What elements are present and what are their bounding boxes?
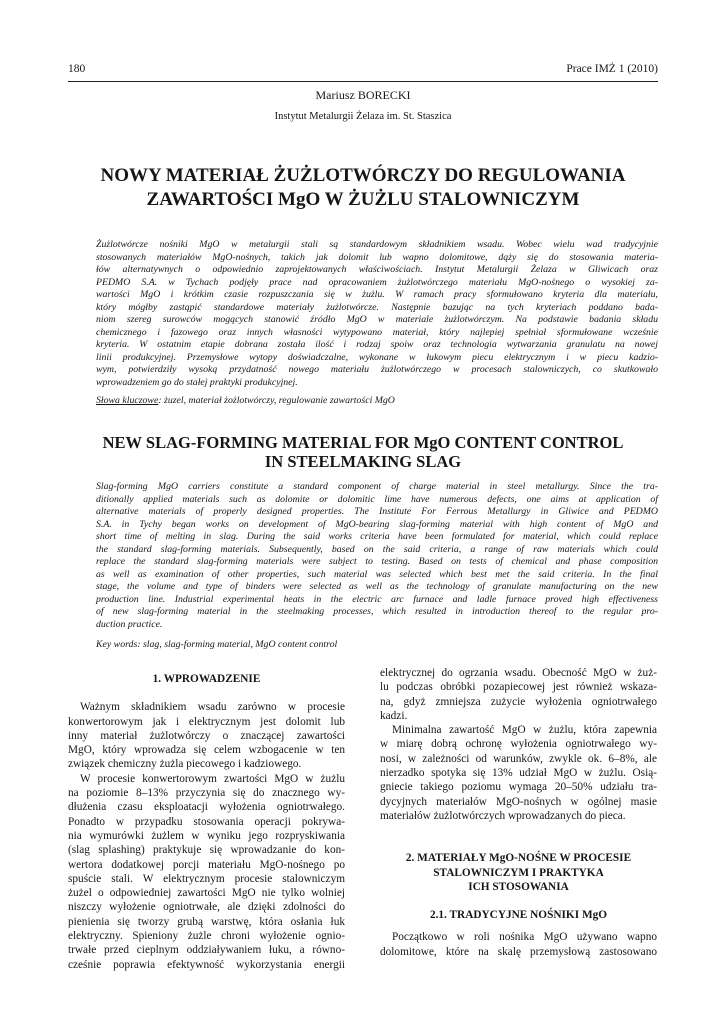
abstract-english-line: S.A. in Tychy began works on development of MgO-bearing slag-forming material with high content of MgO and [96,518,658,530]
body-line: dłużenia czasu eksploatacji wyłożenia ogniotrwałego. [68,801,345,814]
abstract-polish-line: PEDMO S.A. w Tychach podjęły prace nad opracowaniem żużlotwórczego materiału MgO-nośnego o wysokiej za- [96,276,658,288]
body-line: pienienia się tworzy grubą warstwę, która osłania łuk [68,915,345,928]
abstract-polish-line: niom szereg surowców mogących stanowić źródło MgO w materiale żużlotwórczym. Na podstawie badania składu [96,314,658,326]
paragraph-mgo-minimum [380,723,657,823]
keywords-polish-text: : żuzel, materiał żożlotwórczy, regulowanie zawartości MgO [158,395,395,406]
author-affiliation: Instytut Metalurgii Żelaza im. St. Staszica [274,111,452,122]
abstract-english [96,481,658,632]
section-2-heading [380,851,657,894]
body-line: dolomitowe, które na skalę przemysłową zastosowano [380,945,657,958]
body-line: na poziomie 8–13% przyczynia się do znacznego wy- [68,787,345,800]
abstract-english-line: production line. Industrial experimental heats in the electric arc furnace and ladle furnace proved high effectiveness [96,593,658,605]
body-line: trwałe przed cieplnym oddziaływaniem łuku, a równo- [68,944,345,957]
abstract-english-line: alternative materials of properly designed properties. The Institute For Ferrous Metallurgy in Gliwice and PEDMO [96,506,658,518]
body-line: nierzadko spotyka się 13% udział MgO w żużlu. Osią- [380,767,657,780]
body-line: lu podczas obróbki pozapiecowej jest również wskaza- [380,681,657,694]
body-line: gniecie takiego poziomu wymaga 20–50% udziału tra- [380,781,657,794]
abstract-english-line: replace the standard slag-forming materials were subject to testing. Based on tests of chemical and phase composition [96,556,658,568]
abstract-polish-line: linii produkcyjnej. Przemysłowe wytopy doświadczalne, wykonane w łukowym piecu elektrycznym i w piecu kadzio- [96,351,658,363]
author-name: Mariusz BORECKI [315,88,411,102]
abstract-polish-line: chemicznego i fazowego oraz innych własności wytypowano materiał, który najlepiej spełniał sformułowane wcześnie [96,326,658,338]
body-line: (slag splashing) praktykuje się wprowadzanie do kon- [68,844,345,857]
keywords-polish-label: Słowa kluczowe [96,395,159,406]
abstract-english-line: duction practice. [96,619,163,631]
abstract-polish-line: łów alternatywnych o odpowiednio zaprojektowanych właściwościach. Instytut Metalurgii Żelaza w Gliwicach oraz [96,264,658,276]
body-line: materiałów żużlotwórczych wprowadzanych do pieca. [380,809,626,822]
abstract-polish-line: wprowadzeniem go do stałej praktyki produkcyjnej. [96,377,298,389]
right-column [380,666,657,959]
title-polish-line: ZAWARTOŚCI MgO W ŻUŻLU STALOWNICZYM [146,189,580,210]
title-polish [68,164,658,212]
title-english-line: IN STEELMAKING SLAG [264,452,462,471]
abstract-english-line: short time of melting in slag. During the said works criteria have been formulated for material, which could replace [96,531,658,543]
abstract-polish-line: który mógłby zastąpić standardowe materiały żużlotwórcze. Następnie bazując na tych kryteriach poddano bada- [96,301,658,313]
abstract-polish-line: wartości MgO i krótkim czasie rozpuszczania się w żużlu. W ramach pracy sformułowano kryteria dla materiału, [96,289,658,301]
section-2-heading-line: STALOWNICZYM I PRAKTYKA [433,866,604,879]
paragraph-traditional-carriers [380,930,657,959]
header-rule [68,81,658,82]
body-line: wertora dodatkowej porcji materiału MgO-nośnego po [68,858,345,871]
body-line: MgO, który wprowadza się celem wzbogacenie w ten [68,744,345,757]
abstract-english-line: the standard slag-forming materials. Subsequently, based on the said criteria, a range of raw materials which could [96,543,658,555]
body-line: Początkowo w roli nośnika MgO używano wapno [392,931,657,944]
section-2-heading-line: 2. MATERIAŁY MgO-NOŚNE W PROCESIE [405,852,632,865]
body-line: Ważnym składnikiem wsadu zarówno w procesie [80,701,345,714]
abstract-polish-line: wym, potwierdziły wysoką przydatność nowego materiału żużlotwórczego w procesach stalowniczych, co skutkowało [96,364,658,376]
section-1-body [68,700,345,972]
abstract-english-line: as well as examination of other properties, such material was selected which best met the said criteria. In the final [96,568,658,580]
body-line: Ponadto w przypadku stosowania operacji pokrywa- [68,815,345,828]
abstract-polish-line: Żużlotwórcze nośniki MgO w metalurgii stali są standardowym składnikiem wsadu. Wobec wielu wad tradycyjnie [96,239,658,250]
body-line: elektrycznej do ogrzania wsadu. Obecność MgO w żuż- [380,667,657,679]
body-line: W procesie konwertorowym zwartości MgO w żużlu [80,772,345,785]
abstract-english-line: ditionally applied materials such as dolomite or dolomitic lime have numerous defects, one aims at application of [96,493,658,505]
left-column [68,672,345,972]
keywords-english: Key words: slag, slag-forming material, MgO content control [96,639,338,650]
title-english-line: NEW SLAG-FORMING MATERIAL FOR MgO CONTENT CONTROL [102,433,624,452]
section-2-1-heading: 2.1. TRADYCYJNE NOŚNIKI MgO [429,909,608,922]
body-line: na, gdyż zmniejsza zużycie wyłożenia ogniotrwałego [380,695,657,708]
abstract-polish-line: stosowanych materiałów MgO-nośnych, takich jak dolomit lub wapno dolomitowe, dąży się do stosowania materia- [96,251,658,263]
abstract-english-line: stage, the volume and type of binders were selected as well as the technology of granulate manufacturing on the new [96,581,658,593]
section-2-heading-line: ICH STOSOWANIA [468,880,569,893]
body-line: nosi, w zależności od warunków, zwykle ok. 6–8%, ale [380,752,657,765]
abstract-english-line: Slag-forming MgO carriers constitute a standard component of charge material in steel metallurgy. Since the tra- [96,481,658,492]
article-page [68,0,658,1024]
body-line: cześnie poprawia efektywność wykorzystania energii [68,958,345,971]
body-line: dycyjnych materiałów MgO-nośnych w ogólnej masie [380,795,657,808]
title-polish-line: NOWY MATERIAŁ ŻUŻLOTWÓRCZY DO REGULOWANIA [100,165,626,186]
body-line: spuście stali. W elektrycznym procesie stalowniczym [68,872,345,885]
body-line: kadzi. [380,709,408,722]
body-line: konwertorowym jak i elektrycznym jest dolomit lub [68,715,345,728]
abstract-polish [96,239,658,390]
body-line: inny materiał żużlotwórczy o znaczącej zawartości [68,729,345,742]
running-header [68,61,658,81]
section-1-heading: 1. WPROWADZENIE [152,673,261,685]
abstract-english-line: of new slag-forming material in the steelmaking processes, which resulted in introduction thereof to the regular pro- [96,606,658,618]
title-english [68,433,658,471]
body-line: niszczy wyłożenie ogniotrwałe, ale dzięki zdolności do [68,901,345,914]
journal-name: Prace IMŻ 1 (2010) [566,63,658,75]
body-line: nia wymurówki żużlem w wyniku jego rozpryskiwania [68,829,345,842]
keywords-polish [96,395,658,406]
abstract-polish-line: kryteria. W ostatnim etapie dobrana została ilość i rodzaj spoiw oraz technologia wytwarzania granulatu na nowej [96,339,658,351]
body-line: w miarę dobrą ochronę wyłożenia ogniotrwałego wy- [380,738,657,751]
body-line: związek chemiczny żużla piecowego i kadziowego. [68,758,302,771]
body-line: elektryczny. Spieniony żużle chroni wyłożenie ognio- [68,930,345,943]
page-number: 180 [68,63,86,75]
body-line: żużel o odpowiedniej zawartości MgO nie tylko wolniej [68,887,345,900]
body-line: Minimalna zawartość MgO w żużlu, która zapewnia [392,724,657,737]
paragraph-continued [380,666,657,723]
